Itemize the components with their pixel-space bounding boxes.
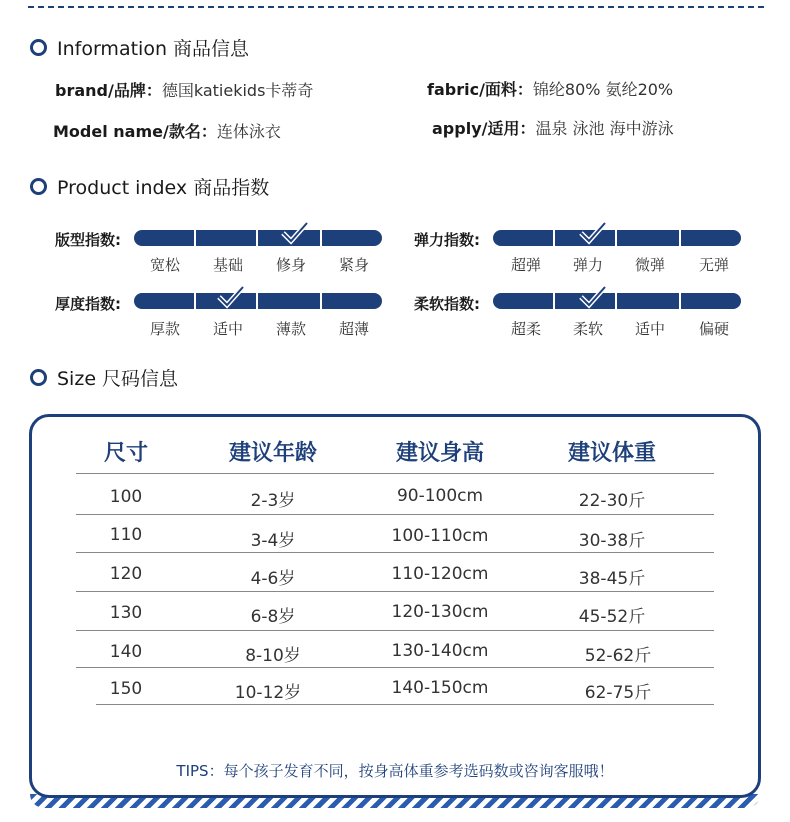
- table-cell-age: 4-6岁: [250, 569, 296, 589]
- model-row: [53, 119, 281, 142]
- table-cell-size: 120: [109, 564, 143, 584]
- fit-check-icon: [280, 220, 310, 246]
- softness-option: 适中: [634, 320, 665, 338]
- section-size-header: [30, 364, 178, 391]
- elasticity-option: 无弹: [698, 256, 729, 274]
- fabric-key: fabric/面料：: [427, 80, 533, 99]
- thickness-check-icon: [216, 284, 246, 310]
- table-cell-size: 110: [109, 525, 143, 545]
- thickness-option: 厚款: [149, 320, 180, 338]
- table-cell-size: 150: [109, 679, 143, 699]
- elasticity-index-label: 弹力指数:: [414, 231, 480, 249]
- age-header: 建议年龄: [228, 441, 317, 466]
- elasticity-index-bar: [493, 230, 741, 246]
- circle-bullet-icon: [30, 178, 47, 195]
- section-information-title: Information 商品信息: [57, 38, 250, 60]
- table-cell-age: 2-3岁: [250, 491, 296, 511]
- fit-option: 修身: [275, 256, 306, 274]
- table-cell-height: 100-110cm: [391, 526, 489, 546]
- table-cell-height: 110-120cm: [391, 564, 489, 584]
- table-cell-size: 140: [109, 642, 143, 662]
- elasticity-option: 超弹: [510, 256, 541, 274]
- table-cell-size: 130: [109, 603, 143, 623]
- fabric-value: 锦纶80% 氨纶20%: [532, 80, 674, 99]
- table-cell-size: 100: [109, 487, 143, 507]
- apply-value: 温泉 泳池 海中游泳: [535, 119, 674, 138]
- section-product-index-header: [30, 173, 269, 200]
- table-divider: [76, 630, 714, 631]
- apply-key: apply/适用：: [432, 119, 536, 138]
- height-header: 建议身高: [395, 441, 484, 466]
- section-information-header: [30, 34, 249, 61]
- circle-bullet-icon: [30, 369, 47, 386]
- tips-text: TIPS：每个孩子发育不同，按身高体重参考选码数或咨询客服哦！: [176, 762, 614, 780]
- circle-bullet-icon: [30, 39, 47, 56]
- table-cell-height: 120-130cm: [391, 602, 489, 622]
- elasticity-option: 微弹: [634, 256, 665, 274]
- brand-row: [55, 78, 313, 101]
- table-cell-height: 130-140cm: [391, 641, 489, 661]
- table-cell-weight: 22-30斤: [578, 491, 646, 511]
- table-cell-height: 140-150cm: [391, 678, 489, 698]
- section-size-title: Size 尺码信息: [57, 368, 179, 390]
- table-divider: [76, 514, 714, 515]
- size-header: 尺寸: [103, 441, 148, 466]
- softness-option: 超柔: [510, 320, 541, 338]
- softness-option: 偏硬: [698, 320, 729, 338]
- table-divider: [96, 704, 714, 705]
- thickness-option: 薄款: [275, 320, 306, 338]
- table-divider: [76, 552, 714, 553]
- elasticity-check-icon: [578, 220, 608, 246]
- table-divider: [76, 591, 714, 592]
- model-key: Model name/款名：: [53, 122, 217, 141]
- table-cell-weight: 62-75斤: [584, 683, 652, 703]
- table-cell-age: 3-4岁: [250, 531, 296, 551]
- fit-index-label: 版型指数:: [55, 231, 121, 249]
- fabric-row: [427, 77, 673, 100]
- table-cell-age: 6-8岁: [250, 607, 296, 627]
- fit-option: 宽松: [149, 256, 180, 274]
- table-cell-weight: 38-45斤: [578, 569, 646, 589]
- table-cell-age: 8-10岁: [245, 646, 301, 666]
- softness-index-bar: [493, 293, 741, 309]
- weight-header: 建议体重: [567, 441, 656, 466]
- table-cell-weight: 52-62斤: [584, 646, 652, 666]
- softness-index-label: 柔软指数:: [414, 295, 480, 313]
- elasticity-option: 弹力: [572, 256, 603, 274]
- table-divider: [76, 473, 714, 474]
- thickness-index-bar: [134, 293, 382, 309]
- top-dashed-divider: [28, 6, 764, 8]
- table-divider: [76, 667, 714, 668]
- table-cell-age: 10-12岁: [234, 683, 302, 703]
- thickness-option: 适中: [212, 320, 243, 338]
- model-value: 连体泳衣: [216, 122, 281, 141]
- softness-check-icon: [578, 284, 608, 310]
- brand-key: brand/品牌：: [55, 81, 162, 100]
- table-cell-weight: 45-52斤: [578, 607, 646, 627]
- fit-option: 紧身: [338, 256, 369, 274]
- fit-index-bar: [134, 230, 382, 246]
- table-cell-height: 90-100cm: [396, 486, 484, 506]
- thickness-option: 超薄: [338, 320, 369, 338]
- softness-option: 柔软: [572, 320, 603, 338]
- section-product-index-title: Product index 商品指数: [57, 177, 270, 199]
- table-cell-weight: 30-38斤: [578, 531, 646, 551]
- thickness-index-label: 厚度指数:: [55, 295, 121, 313]
- fit-option: 基础: [212, 256, 243, 274]
- brand-value: 德国katiekids卡蒂奇: [161, 81, 314, 100]
- apply-row: [432, 116, 674, 139]
